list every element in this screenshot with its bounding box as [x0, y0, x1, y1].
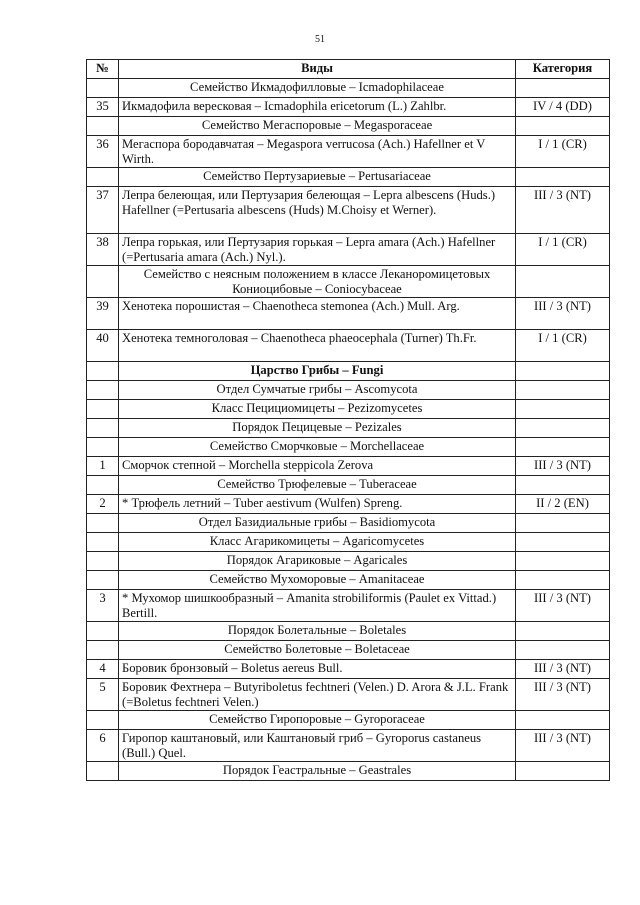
species-row — [87, 136, 610, 168]
taxon-name: Порядок Пецицевые – Pezizales — [119, 419, 516, 438]
taxon-name: Порядок Агариковые – Agaricales — [119, 552, 516, 571]
category-value — [516, 641, 610, 660]
header-category: Категория — [516, 60, 610, 79]
taxon-group-row — [87, 514, 610, 533]
species-table — [86, 59, 610, 781]
taxon-group-row — [87, 438, 610, 457]
species-name: Боровик бронзовый – Boletus aereus Bull. — [119, 660, 516, 679]
species-name: * Мухомор шишкообразный – Amanita strobiliformis (Paulet ex Vittad.) Bertill. — [119, 590, 516, 622]
row-number: 39 — [87, 298, 119, 330]
category-value — [516, 622, 610, 641]
taxon-name: Семейство Трюфелевые – Tuberaceae — [119, 476, 516, 495]
category-value: I / 1 (CR) — [516, 136, 610, 168]
row-number: 37 — [87, 187, 119, 234]
species-name: Хенотека порошистая – Chaenotheca stemonea (Ach.) Mull. Arg. — [119, 298, 516, 330]
category-value — [516, 381, 610, 400]
row-number — [87, 362, 119, 381]
taxon-group-row — [87, 711, 610, 730]
row-number — [87, 438, 119, 457]
category-value: III / 3 (NT) — [516, 187, 610, 234]
category-value: III / 3 (NT) — [516, 298, 610, 330]
table-body — [87, 79, 610, 781]
species-name: Мегаспора бородавчатая – Megaspora verrucosa (Ach.) Hafellner et V Wirth. — [119, 136, 516, 168]
row-number: 6 — [87, 730, 119, 762]
taxon-name: Отдел Сумчатые грибы – Ascomycota — [119, 381, 516, 400]
category-value — [516, 362, 610, 381]
category-value — [516, 571, 610, 590]
taxon-name: Порядок Болетальные – Boletales — [119, 622, 516, 641]
taxon-name: Класс Пецициомицеты – Pezizomycetes — [119, 400, 516, 419]
taxon-name: Семейство с неясным положением в классе Леканоромицетовых Кониоцибовые – Coniocybaceae — [119, 266, 516, 298]
row-number — [87, 381, 119, 400]
category-value: I / 1 (CR) — [516, 234, 610, 266]
taxon-name: Семейство Икмадофилловые – Icmadophilaceae — [119, 79, 516, 98]
category-value — [516, 117, 610, 136]
row-number — [87, 514, 119, 533]
category-value — [516, 419, 610, 438]
row-number — [87, 476, 119, 495]
taxon-group-row — [87, 400, 610, 419]
kingdom-row — [87, 362, 610, 381]
category-value: II / 2 (EN) — [516, 495, 610, 514]
species-name: Гиропор каштановый, или Каштановый гриб – Gyroporus castaneus (Bull.) Quel. — [119, 730, 516, 762]
category-value — [516, 438, 610, 457]
species-name: * Трюфель летний – Tuber aestivum (Wulfen) Spreng. — [119, 495, 516, 514]
species-row — [87, 679, 610, 711]
row-number — [87, 571, 119, 590]
category-value: III / 3 (NT) — [516, 457, 610, 476]
row-number: 3 — [87, 590, 119, 622]
row-number: 2 — [87, 495, 119, 514]
species-row — [87, 98, 610, 117]
row-number: 40 — [87, 330, 119, 362]
taxon-name: Царство Грибы – Fungi — [119, 362, 516, 381]
header-species: Виды — [119, 60, 516, 79]
category-value: III / 3 (NT) — [516, 679, 610, 711]
category-value — [516, 476, 610, 495]
species-name: Хенотека темноголовая – Chaenotheca phaeocephala (Turner) Th.Fr. — [119, 330, 516, 362]
taxon-group-row — [87, 533, 610, 552]
row-number — [87, 622, 119, 641]
taxon-name: Семейство Сморчковые – Morchellaceae — [119, 438, 516, 457]
taxon-name: Семейство Гиропоровые – Gyroporaceae — [119, 711, 516, 730]
category-value: III / 3 (NT) — [516, 660, 610, 679]
taxon-group-row — [87, 266, 610, 298]
category-value — [516, 711, 610, 730]
taxon-group-row — [87, 79, 610, 98]
species-name: Лепра горькая, или Пертузария горькая – Lepra amara (Ach.) Hafellner (=Pertusaria amara (Ach.) Nyl.). — [119, 234, 516, 266]
species-name: Лепра белеющая, или Пертузария белеющая – Lepra albescens (Huds.) Hafellner (=Pertusaria albescens (Huds) M.Choisy et Werner). — [119, 187, 516, 234]
row-number — [87, 533, 119, 552]
species-row — [87, 457, 610, 476]
row-number: 4 — [87, 660, 119, 679]
row-number — [87, 266, 119, 298]
row-number — [87, 762, 119, 781]
category-value: III / 3 (NT) — [516, 730, 610, 762]
category-value — [516, 266, 610, 298]
row-number — [87, 168, 119, 187]
taxon-name: Семейство Мухоморовые – Amanitaceae — [119, 571, 516, 590]
category-value — [516, 400, 610, 419]
category-value — [516, 79, 610, 98]
taxon-group-row — [87, 571, 610, 590]
species-row — [87, 495, 610, 514]
taxon-group-row — [87, 641, 610, 660]
row-number: 35 — [87, 98, 119, 117]
taxon-name: Семейство Мегаспоровые – Megasporaceae — [119, 117, 516, 136]
category-value — [516, 514, 610, 533]
header-number: № — [87, 60, 119, 79]
taxon-group-row — [87, 381, 610, 400]
row-number — [87, 117, 119, 136]
taxon-group-row — [87, 762, 610, 781]
row-number — [87, 711, 119, 730]
category-value: IV / 4 (DD) — [516, 98, 610, 117]
species-row — [87, 234, 610, 266]
table-header-row — [87, 60, 610, 79]
row-number: 5 — [87, 679, 119, 711]
species-row — [87, 660, 610, 679]
species-name: Боровик Фехтнера – Butyriboletus fechtneri (Velen.) D. Arora & J.L. Frank (=Boletus fechtneri Velen.) — [119, 679, 516, 711]
taxon-name: Класс Агарикомицеты – Agaricomycetes — [119, 533, 516, 552]
taxon-group-row — [87, 476, 610, 495]
row-number — [87, 641, 119, 660]
category-value — [516, 533, 610, 552]
page-number: 51 — [315, 34, 325, 45]
category-value — [516, 552, 610, 571]
category-value: III / 3 (NT) — [516, 590, 610, 622]
species-row — [87, 590, 610, 622]
taxon-group-row — [87, 168, 610, 187]
category-value — [516, 168, 610, 187]
taxon-group-row — [87, 419, 610, 438]
row-number — [87, 400, 119, 419]
species-row — [87, 330, 610, 362]
taxon-name: Отдел Базидиальные грибы – Basidiomycota — [119, 514, 516, 533]
row-number — [87, 419, 119, 438]
taxon-group-row — [87, 117, 610, 136]
taxon-name: Семейство Болетовые – Boletaceae — [119, 641, 516, 660]
species-name: Сморчок степной – Morchella steppicola Zerova — [119, 457, 516, 476]
row-number: 1 — [87, 457, 119, 476]
row-number: 36 — [87, 136, 119, 168]
row-number: 38 — [87, 234, 119, 266]
taxon-name: Порядок Геастральные – Geastrales — [119, 762, 516, 781]
species-row — [87, 187, 610, 234]
taxon-group-row — [87, 622, 610, 641]
species-row — [87, 730, 610, 762]
species-name: Икмадофила вересковая – Icmadophila ericetorum (L.) Zahlbr. — [119, 98, 516, 117]
taxon-group-row — [87, 552, 610, 571]
category-value: I / 1 (CR) — [516, 330, 610, 362]
row-number — [87, 79, 119, 98]
taxon-name: Семейство Пертузариевые – Pertusariaceae — [119, 168, 516, 187]
category-value — [516, 762, 610, 781]
species-row — [87, 298, 610, 330]
row-number — [87, 552, 119, 571]
